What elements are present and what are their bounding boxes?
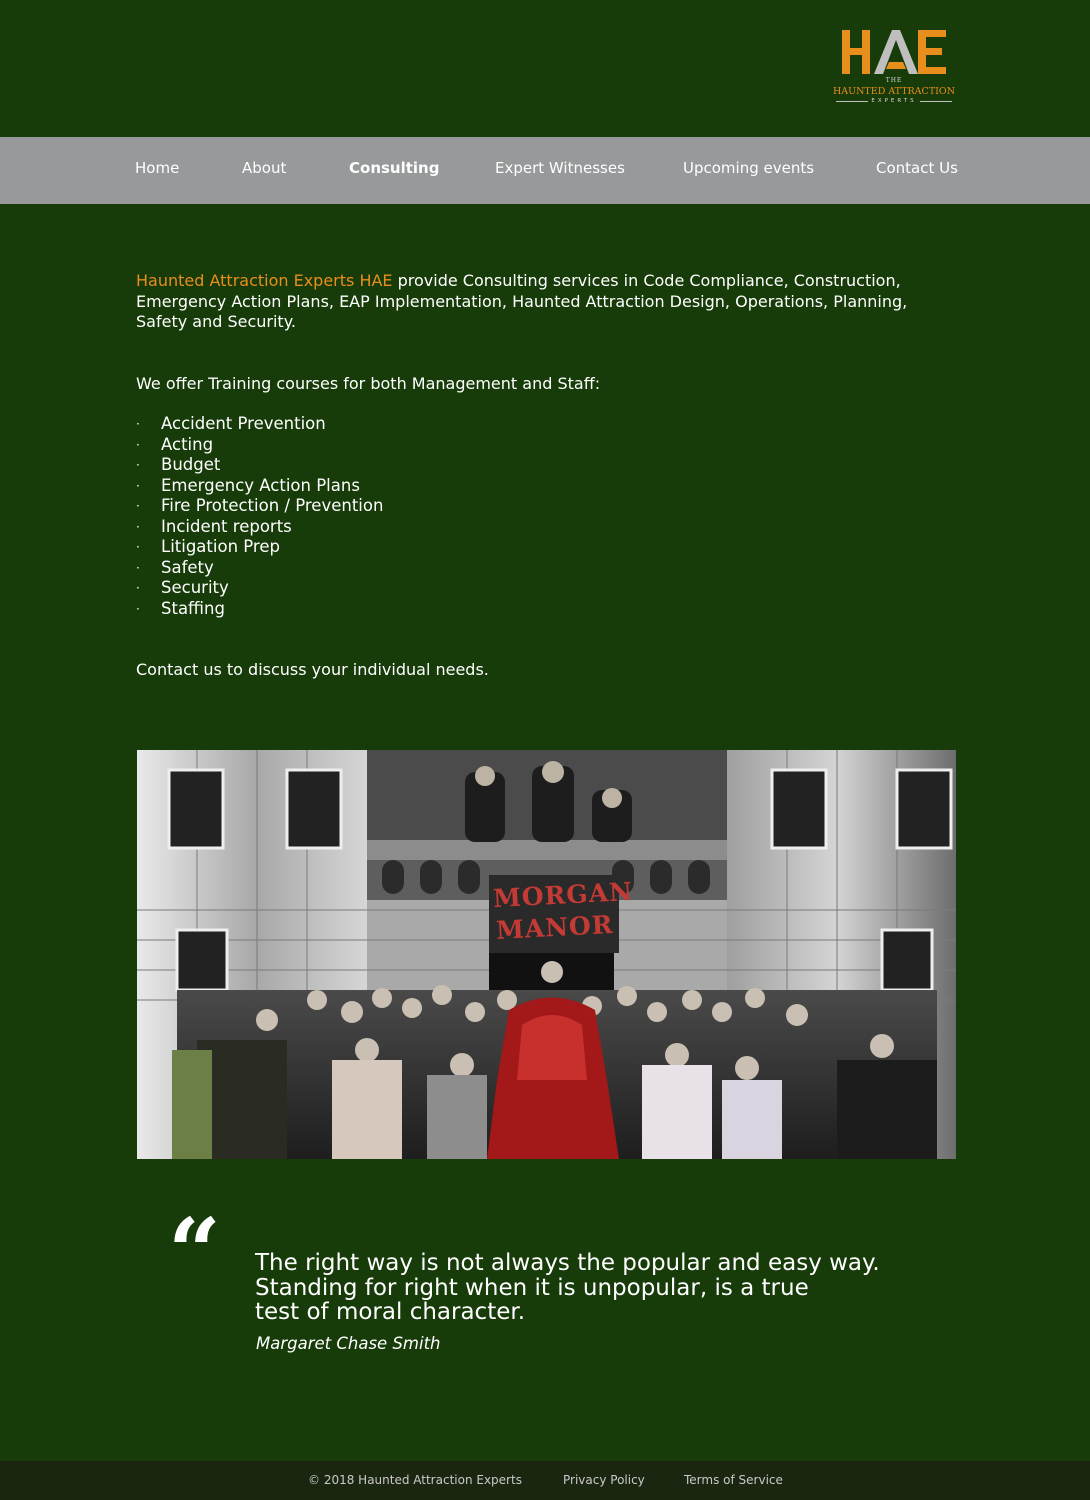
quote-text — [255, 1251, 935, 1325]
nav-upcoming-events[interactable]: Upcoming events — [683, 159, 815, 177]
course-label: Safety — [161, 557, 214, 577]
morgan-manor-photo — [137, 750, 956, 1159]
quote-line: Standing for right when it is unpopular, is a true — [255, 1274, 809, 1301]
nav-contact-us[interactable]: Contact Us — [876, 159, 958, 177]
training-intro: We offer Training courses for both Management and Staff: — [136, 374, 601, 393]
course-label: Incident reports — [161, 516, 292, 536]
logo-rule-right — [920, 101, 952, 102]
bullet: · — [136, 581, 140, 595]
quote-line: test of moral character. — [255, 1299, 526, 1325]
sign-line-2: MANOR — [495, 909, 615, 946]
course-label: Budget — [161, 455, 221, 474]
nav-expert-witnesses[interactable]: Expert Witnesses — [495, 159, 625, 177]
contact-cta: Contact us to discuss your individual needs. — [136, 660, 489, 679]
bullet: · — [136, 478, 140, 493]
hae-logo[interactable] — [828, 26, 960, 110]
intro-text: provide Consulting services in Code Compliance, Construction, Emergency Action Plans, EAP Implementation, Haunted Attraction Design, Operations, Planning, Safety and Security. — [136, 271, 908, 331]
morgan-manor-sign — [492, 876, 634, 947]
nav-consulting[interactable]: Consulting — [349, 159, 440, 177]
bullet: · — [136, 601, 140, 616]
logo-name-text: HAUNTED ATTRACTION — [832, 86, 956, 97]
course-label: Emergency Action Plans — [161, 475, 360, 495]
course-label: Accident Prevention — [161, 414, 326, 433]
bullet: · — [136, 458, 140, 472]
intro-brand-link[interactable]: Haunted Attraction Experts HAE — [136, 271, 393, 290]
course-label: Security — [161, 578, 229, 597]
hae-logo-mark — [840, 26, 950, 76]
main-nav — [0, 137, 1090, 204]
manor-illustration — [137, 750, 956, 1159]
footer-copyright: © 2018 Haunted Attraction Experts — [308, 1473, 522, 1487]
course-label: Litigation Prep — [161, 537, 280, 556]
footer-terms-link[interactable]: Terms of Service — [684, 1473, 783, 1487]
bullet: · — [136, 540, 140, 554]
bullet: · — [136, 499, 140, 513]
logo-experts-text: EXPERTS — [871, 98, 917, 104]
bullet: · — [136, 437, 140, 452]
course-label: Fire Protection / Prevention — [161, 496, 384, 515]
sign-line-1: MORGAN — [492, 876, 634, 914]
bullet: · — [136, 417, 140, 431]
logo-the-text: THE — [885, 77, 903, 84]
course-label: Acting — [161, 434, 214, 454]
course-label: Staffing — [161, 598, 225, 618]
quote-author: Margaret Chase Smith — [256, 1334, 441, 1353]
bullet: · — [136, 519, 140, 534]
intro-paragraph — [136, 271, 926, 333]
bullet: · — [136, 560, 140, 575]
nav-home[interactable]: Home — [135, 159, 180, 177]
footer-privacy-link[interactable]: Privacy Policy — [563, 1473, 645, 1487]
quote-icon: “ — [168, 1198, 221, 1306]
site-header — [0, 0, 1090, 137]
site-footer — [0, 1461, 1090, 1500]
nav-about[interactable]: About — [242, 159, 287, 177]
quote-line: The right way is not always the popular and easy way. — [255, 1250, 880, 1276]
